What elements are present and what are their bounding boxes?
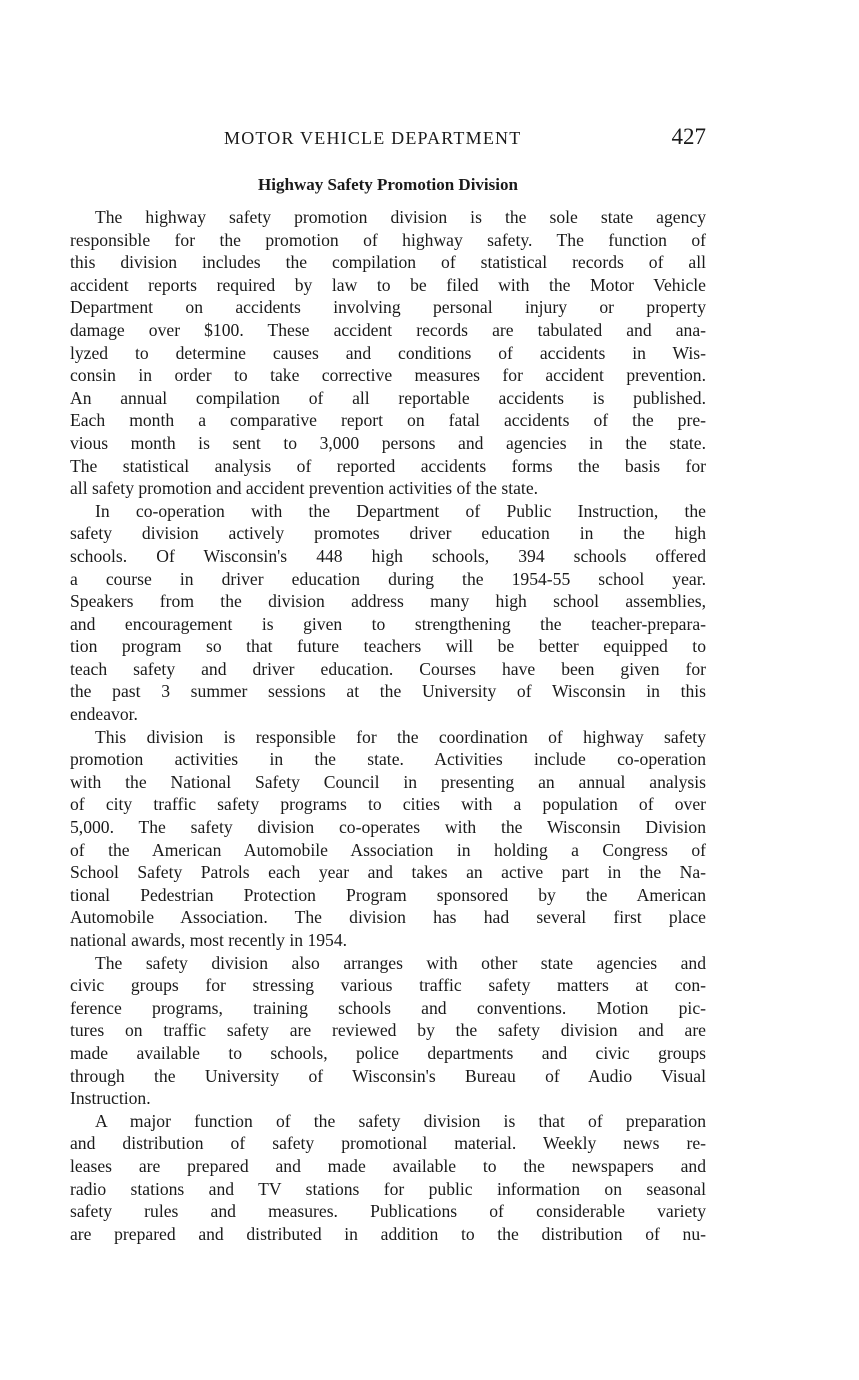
text-line: teach safety and driver education. Courses have been given for	[70, 658, 706, 679]
text-line: leases are prepared and made available to the newspapers and	[70, 1155, 706, 1176]
paragraph	[70, 1110, 706, 1246]
section-heading: Highway Safety Promotion Division	[258, 175, 518, 194]
text-line: lyzed to determine causes and conditions of accidents in Wis-	[70, 342, 706, 363]
body-text	[70, 206, 706, 1245]
text-line: Automobile Association. The division has had several first place	[70, 907, 706, 928]
text-line: national awards, most recently in 1954.	[70, 930, 348, 950]
text-line: all safety promotion and accident prevention activities of the state.	[70, 478, 539, 499]
text-line: made available to schools, police departments and civic groups	[70, 1042, 706, 1063]
text-line: Instruction.	[70, 1088, 151, 1109]
text-line: A major function of the safety division is that of preparation	[95, 1110, 706, 1131]
text-line: tion program so that future teachers will be better equipped to	[70, 636, 706, 657]
text-line: Department on accidents involving personal injury or property	[70, 297, 706, 318]
text-line: Speakers from the division address many high school assemblies,	[70, 591, 706, 612]
text-line: This division is responsible for the coordination of highway safety	[95, 726, 706, 747]
paragraph	[70, 726, 706, 952]
paragraph	[70, 206, 706, 500]
text-line: School Safety Patrols each year and takes an active part in the Na-	[70, 862, 706, 883]
text-line: schools. Of Wisconsin's 448 high schools, 394 schools offered	[70, 545, 706, 566]
text-line: are prepared and distributed in addition to the distribution of nu-	[70, 1223, 706, 1244]
text-line: In co-operation with the Department of Public Instruction, the	[95, 500, 706, 521]
text-line: with the National Safety Council in presenting an annual analysis	[70, 771, 706, 792]
text-line: An annual compilation of all reportable accidents is published.	[70, 387, 706, 408]
text-line: safety division actively promotes driver education in the high	[70, 523, 706, 544]
text-line: tional Pedestrian Protection Program sponsored by the American	[70, 884, 706, 905]
text-line: consin in order to take corrective measures for accident prevention.	[70, 365, 706, 386]
text-line: The statistical analysis of reported accidents forms the basis for	[70, 455, 706, 476]
text-line: accident reports required by law to be filed with the Motor Vehicle	[70, 274, 706, 295]
text-line: 5,000. The safety division co-operates with the Wisconsin Division	[70, 817, 706, 838]
text-line: The highway safety promotion division is the sole state agency	[95, 207, 706, 227]
text-line: vious month is sent to 3,000 persons and agencies in the state.	[70, 432, 706, 453]
text-line: of city traffic safety programs to cities with a population of over	[70, 794, 706, 815]
text-line: damage over $100. These accident records are tabulated and ana-	[70, 319, 706, 340]
text-line: and distribution of safety promotional material. Weekly news re-	[70, 1133, 706, 1154]
text-line: endeavor.	[70, 704, 138, 725]
text-line: through the University of Wisconsin's Bureau of Audio Visual	[70, 1065, 706, 1086]
text-line: ference programs, training schools and conventions. Motion pic-	[70, 997, 706, 1018]
text-line: responsible for the promotion of highway safety. The function of	[70, 229, 706, 250]
text-line: safety rules and measures. Publications of considerable variety	[70, 1201, 706, 1222]
text-line: promotion activities in the state. Activities include co-operation	[70, 749, 706, 770]
text-line: a course in driver education during the 1954-55 school year.	[70, 568, 706, 589]
text-line: Each month a comparative report on fatal accidents of the pre-	[70, 410, 706, 431]
text-line: tures on traffic safety are reviewed by the safety division and are	[70, 1020, 706, 1041]
text-line: and encouragement is given to strengthening the teacher-prepara-	[70, 613, 706, 634]
text-line: this division includes the compilation of statistical records of all	[70, 252, 706, 273]
text-line: civic groups for stressing various traffic safety matters at con-	[70, 975, 706, 996]
text-line: The safety division also arranges with other state agencies and	[95, 952, 706, 973]
paragraph	[70, 952, 706, 1110]
page-number: 427	[671, 124, 706, 149]
text-line: of the American Automobile Association in holding a Congress of	[70, 839, 706, 860]
paragraph	[70, 500, 706, 726]
text-line: radio stations and TV stations for public information on seasonal	[70, 1178, 706, 1199]
text-line: the past 3 summer sessions at the University of Wisconsin in this	[70, 681, 706, 702]
running-head-title: MOTOR VEHICLE DEPARTMENT	[224, 128, 522, 148]
running-head	[70, 124, 706, 154]
